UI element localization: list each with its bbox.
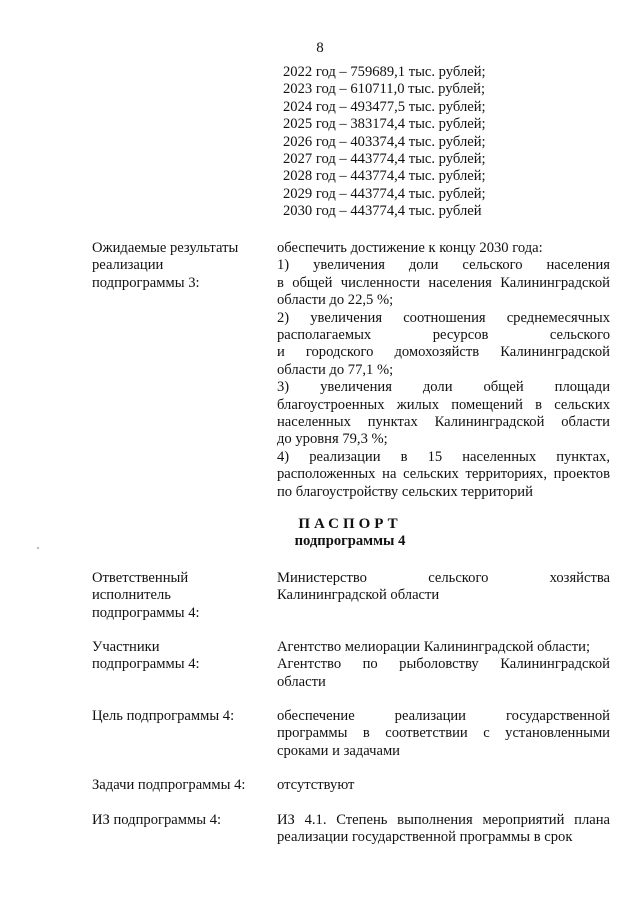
tasks-value: отсутствуют — [277, 777, 355, 793]
indicators-value: ИЗ 4.1. Степень выполнения мероприятий плана реализации государственной программы в срок — [277, 812, 610, 846]
responsible-value: Министерство сельского хозяйства Калининградской области — [277, 570, 610, 604]
funding-line: 2029 год – 443774,4 тыс. рублей; — [283, 185, 486, 202]
page-number: 8 — [316, 40, 324, 56]
funding-line: 2027 год – 443774,4 тыс. рублей; — [283, 150, 486, 167]
tasks-label: Задачи подпрограммы 4: — [92, 777, 246, 793]
funding-by-year-list — [283, 64, 486, 221]
funding-line: 2023 год – 610711,0 тыс. рублей; — [283, 81, 486, 98]
funding-line: 2028 год – 443774,4 тыс. рублей; — [283, 168, 486, 185]
results3-label: Ожидаемые результаты реализации подпрограммы 3: — [92, 240, 239, 291]
goal-label: Цель подпрограммы 4: — [92, 708, 235, 724]
funding-line: 2025 год – 383174,4 тыс. рублей; — [283, 116, 486, 133]
funding-line: 2026 год – 403374,4 тыс. рублей; — [283, 133, 486, 150]
responsible-label: Ответственный исполнитель подпрограммы 4: — [92, 570, 200, 621]
passport-heading — [240, 516, 460, 551]
funding-line: 2030 год – 443774,4 тыс. рублей — [283, 203, 482, 220]
indicators-label: ИЗ подпрограммы 4: — [92, 812, 222, 828]
passport-title: ПАСПОРТ — [298, 516, 402, 532]
participants-value: Агентство мелиорации Калининградской области; Агентство по рыболовству Калининградской области — [277, 639, 610, 690]
goal-value: обеспечение реализации государственной программы в соответствии с установленными сроками и задачами — [277, 708, 610, 759]
funding-line: 2022 год – 759689,1 тыс. рублей; — [283, 64, 486, 80]
funding-line: 2024 год – 493477,5 тыс. рублей; — [283, 98, 486, 115]
scan-speck — [37, 547, 39, 549]
participants-label: Участники подпрограммы 4: — [92, 639, 200, 673]
results3-value: обеспечить достижение к концу 2030 года: 1) увеличения доли сельского населения в общей численности населения Калининградской области до 22,5 %; 2) увеличения соотношения среднемесячных располагаемых ресурсов сельского и городского домохозяйств Калининградской области до 77,1 %; 3) увеличения доли общей площади благоустроенных жилых помещений в сельских населенных пунктах Калининградской области до уровня 79,3 %; 4) реализации в 15 населенных пунктах, расположенных на сельских территориях, проектов по благоустройству сельских территорий — [277, 240, 610, 500]
passport-subtitle: подпрограммы 4 — [294, 533, 406, 550]
